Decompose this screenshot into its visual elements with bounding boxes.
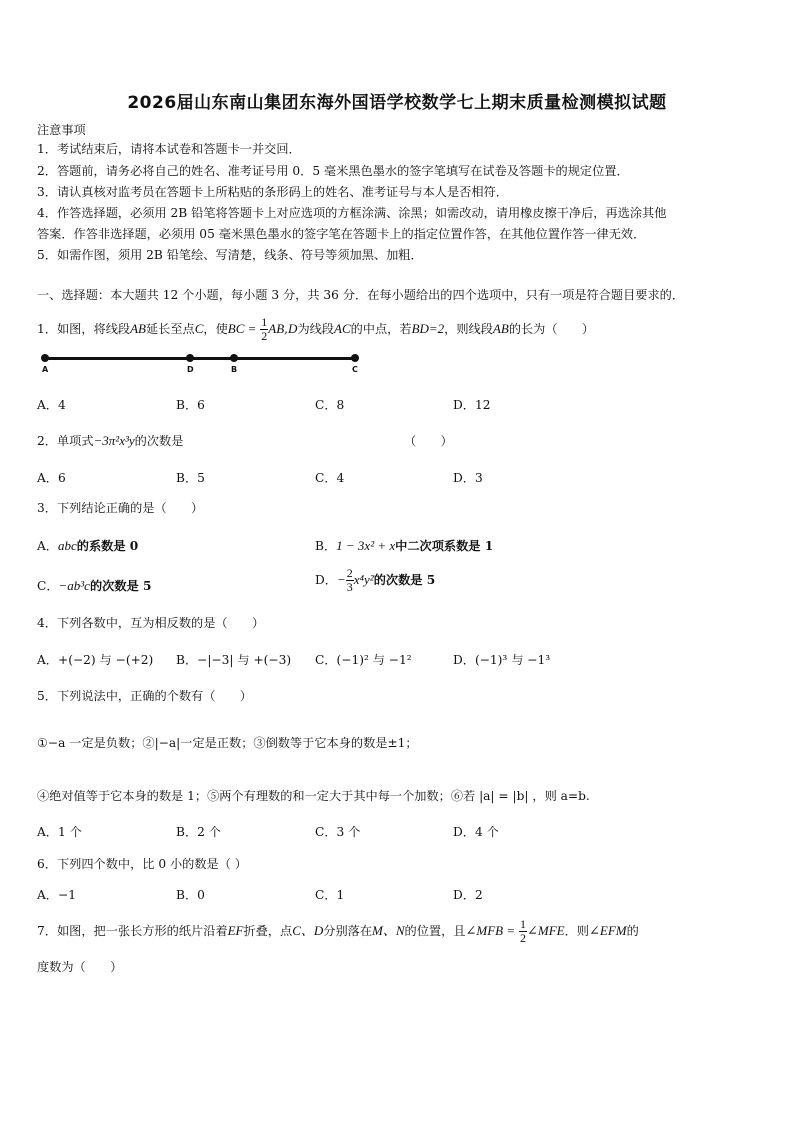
option: B．1 − 3x² + x中二次项系数是 1 <box>315 538 494 553</box>
question-4-stem: 4．下列各数中，互为相反数的是（ ） <box>37 616 265 630</box>
option: C．8 <box>315 398 345 412</box>
statement-line: ①−a 一定是负数；②|−a|一定是正数；③倒数等于它本身的数是±1； <box>37 736 418 750</box>
option: A．abc的系数是 0 <box>37 538 139 553</box>
option: D．4 个 <box>453 825 499 839</box>
point-d-dot <box>186 354 194 362</box>
question-6-stem: 6．下列四个数中，比 0 小的数是（ ） <box>37 857 247 871</box>
option: A．−1 <box>37 888 76 902</box>
option: C．1 <box>315 888 345 902</box>
notice-item: 3．请认真核对监考员在答题卡上所粘贴的条形码上的姓名、准考证号与本人是否相符． <box>37 185 508 199</box>
line-segment <box>45 357 355 360</box>
option: A．+(−2) 与 −(+2) <box>37 653 154 667</box>
option: A．4 <box>37 398 66 412</box>
point-a-dot <box>41 354 49 362</box>
option: B．5 <box>176 471 205 485</box>
page-title: 2026届山东南山集团东海外国语学校数学七上期末质量检测模拟试题 <box>127 93 667 113</box>
option: B．2 个 <box>176 825 221 839</box>
option: C．3 个 <box>315 825 361 839</box>
question-1-stem: 1．如图，将线段AB延长至点C，使BC = $\frac{1}{2}$ AB,D为线段AC的中点，若BD=2，则线段AB的长为（ ） <box>37 315 595 343</box>
option: B．6 <box>176 398 205 412</box>
question-3-stem: 3．下列结论正确的是（ ） <box>37 501 204 515</box>
option: B．0 <box>176 888 205 902</box>
option: A．6 <box>37 471 66 485</box>
answer-paren: （ ） <box>404 434 453 448</box>
point-label: A <box>42 365 49 374</box>
notice-heading: 注意事项 <box>37 123 86 137</box>
option: D．(−1)³ 与 −1³ <box>453 653 551 667</box>
option: D．− $\frac{2}{3}$ x⁴y²的次数是 5 <box>315 566 436 594</box>
notice-item: 答案．作答非选择题，必须用 05 毫米黑色墨水的签字笔在答题卡上的指定位置作答，在其他位置作答一律无效． <box>37 227 646 241</box>
option: D．3 <box>453 471 483 485</box>
notice-item: 1．考试结束后，请将本试卷和答题卡一并交回． <box>37 142 301 156</box>
statement-line: ④绝对值等于它本身的数是 1；⑤两个有理数的和一定大于其中每一个加数；⑥若 |a| = |b| ，则 a=b. <box>37 789 590 803</box>
option: C．−ab³c的次数是 5 <box>37 578 152 593</box>
point-label: C <box>352 365 358 374</box>
option: C．4 <box>315 471 345 485</box>
point-label: D <box>187 365 194 374</box>
fraction: $\frac{1}{2}$ <box>261 315 268 343</box>
point-b-dot <box>230 354 238 362</box>
notice-item: 4．作答选择题，必须用 2B 铅笔将答题卡上对应选项的方框涂满、涂黑；如需改动，请用橡皮擦干净后，再选涂其他 <box>37 206 667 220</box>
notice-item: 2．答题前，请务必将自己的姓名、准考证号用 0．5 毫米黑色墨水的签字笔填写在试卷及答题卡的规定位置． <box>37 164 629 178</box>
question-7-continued: 度数为（ ） <box>37 960 123 974</box>
fraction: $\frac{1}{2}$ <box>520 917 526 945</box>
question-7-stem: 7．如图，把一张长方形的纸片沿着EF折叠，点C、D分别落在M、N的位置，且∠MFB = $\frac{1}{2}$ ∠MFE．则∠EFM的 <box>37 917 639 945</box>
question-5-stem: 5．下列说法中，正确的个数有（ ） <box>37 689 252 703</box>
option: D．2 <box>453 888 483 902</box>
notice-item: 5．如需作图，须用 2B 铅笔绘、写清楚，线条、符号等须加黑、加粗． <box>37 248 423 262</box>
option: C．(−1)² 与 −1² <box>315 653 412 667</box>
question-2-stem: 2．单项式−3π²x³y的次数是 <box>37 433 184 448</box>
option: A．1 个 <box>37 825 82 839</box>
option: D．12 <box>453 398 491 412</box>
section-heading: 一、选择题：本大题共 12 个小题，每小题 3 分，共 36 分．在每小题给出的四个选项中，只有一项是符合题目要求的． <box>37 288 685 302</box>
point-c-dot <box>351 354 359 362</box>
option: B．−|−3| 与 +(−3) <box>176 653 292 667</box>
point-label: B <box>231 365 238 374</box>
